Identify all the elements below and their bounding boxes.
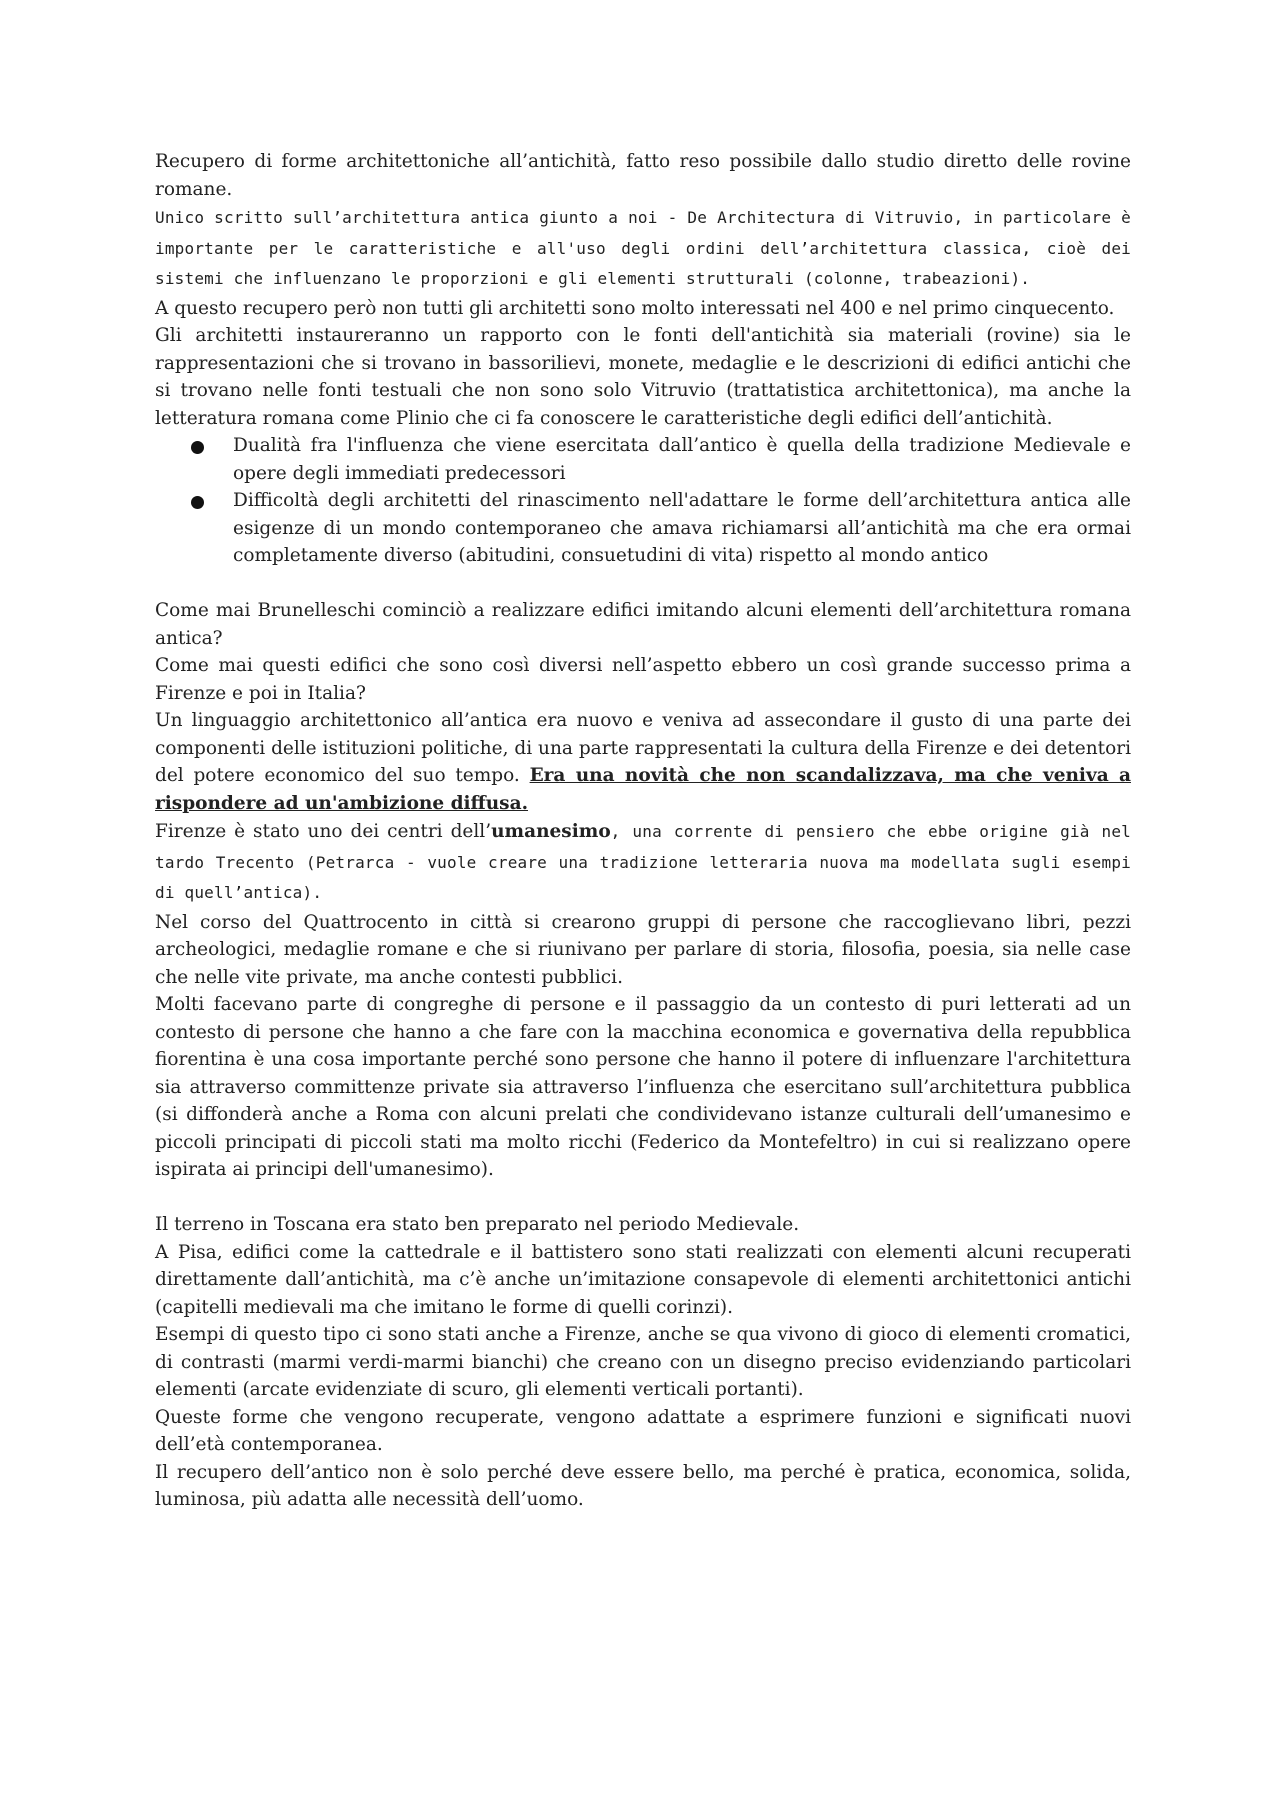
list-item-text: Dualità fra l'influenza che viene esercitata dall’antico è quella della tradizione Medievale e opere degli immediati predecessori [233, 435, 1131, 484]
humanism-lead: Firenze è stato uno dei centri dell’ [155, 821, 492, 842]
paragraph-pisa: A Pisa, edifici come la cattedrale e il battistero sono stati realizzati con elementi alcuni recuperati direttamente dall’antichità, ma c’è anche un’imitazione consapevole di elementi architettonici antichi (capitelli medievali ma che imitano le forme di quelli corinzi). [155, 1241, 1131, 1318]
spacer [155, 570, 1131, 598]
paragraph-conclusion: Il recupero dell’antico non è solo perché deve essere bello, ma perché è pratica, economica, solida, luminosa, più adatta alle necessità dell’uomo. [155, 1461, 1131, 1510]
list-item [233, 432, 1131, 487]
paragraph-intro: Recupero di forme architettoniche all’antichità, fatto reso possibile dallo studio diretto delle rovine romane. [155, 151, 1131, 200]
paragraph-sources: Gli architetti instaureranno un rapporto con le fonti dell'antichità sia materiali (rovine) sia le rappresentazioni che si trovano in bassorilievi, monete, medaglie e le descrizioni di edifici antichi che si trovano nelle fonti testuali che non sono solo Vitruvio (trattatistica architettonica), ma anche la letteratura romana come Plinio che ci fa conoscere le caratteristiche degli edifici dell’antichità. [155, 325, 1131, 429]
paragraph-humanism [155, 817, 1131, 909]
paragraph-adapted-forms: Queste forme che vengono recuperate, vengono adattate a esprimere funzioni e significati nuovi dell’età contemporanea. [155, 1406, 1131, 1455]
paragraph-question-brunelleschi: Come mai Brunelleschi cominciò a realizzare edifici imitando alcuni elementi dell’architettura romana antica? [155, 600, 1131, 649]
paragraph-vitruvio-note: Unico scritto sull’architettura antica giunto a noi - De Architectura di Vitruvio, in particolare è importante per le caratteristiche e all'uso degli ordini dell’architettura classica, cioè dei sistemi che influenzano le proporzioni e gli elementi strutturali (colonne, trabeazioni). [155, 208, 1131, 288]
bullet-icon [191, 441, 204, 454]
list-item-text: Difficoltà degli architetti del rinascimento nell'adattare le forme dell’architettura antica alle esigenze di un mondo contemporaneo che amava richiamarsi all’antichità ma che era ormai completamente diverso (abitudini, consuetudini di vita) rispetto al mondo antico [233, 490, 1131, 566]
paragraph-firenze-examples: Esempi di questo tipo ci sono stati anche a Firenze, anche se qua vivono di gioco di elementi cromatici, di contrasti (marmi verdi-marmi bianchi) che creano con un disegno preciso evidenziando particolari elementi (arcate evidenziate di scuro, gli elementi verticali portanti). [155, 1324, 1131, 1400]
paragraph-congregations: Molti facevano parte di congreghe di persone e il passaggio da un contesto di puri letterati ad un contesto di persone che hanno a che fare con la macchina economica e governativa della repubblica fiorentina è una cosa importante perché sono persone che hanno il potere di influenzare l'architettura sia attraverso committenze private sia attraverso l’influenza che esercitano sull’architettura pubblica (si diffonderà anche a Roma con alcuni prelati che condividevano istanze culturali dell’umanesimo e piccoli principati di piccoli stati ma molto ricchi (Federico da Montefeltro) in cui si realizzano opere ispirata ai principi dell'umanesimo). [155, 994, 1131, 1180]
humanism-note: , una corrente di pensiero che ebbe origine già nel tardo Trecento (Petrarca - vuole creare una tradizione letteraria nuova ma modellata sugli esempi di quell’antica). [155, 822, 1131, 902]
paragraph-tuscany: Il terreno in Toscana era stato ben preparato nel periodo Medievale. [155, 1214, 800, 1235]
paragraph-architects-interest: A questo recupero però non tutti gli architetti sono molto interessati nel 400 e nel primo cinquecento. [155, 297, 1115, 319]
spacer [155, 1184, 1131, 1212]
humanism-term: umanesimo [491, 821, 611, 842]
bullet-icon [191, 496, 204, 509]
bullet-list [155, 432, 1131, 570]
paragraph-language [155, 707, 1131, 817]
document-page [155, 148, 1131, 1514]
list-item [233, 487, 1131, 570]
paragraph-question-success: Come mai questi edifici che sono così diversi nell’aspetto ebbero un così grande successo prima a Firenze e poi in Italia? [155, 655, 1131, 704]
underlined-emphasis: Era una novità che non scandalizzava, ma che veniva a rispondere ad un'ambizione diffusa. [155, 765, 1131, 814]
paragraph-language-text: Un linguaggio architettonico all’antica era nuovo e veniva ad assecondare il gusto di una parte dei componenti delle istituzioni politiche, di una parte rappresentati la cultura della Firenze e dei detentori del potere economico del suo tempo. [155, 710, 1131, 786]
paragraph-quattrocento: Nel corso del Quattrocento in città si crearono gruppi di persone che raccoglievano libri, pezzi archeologici, medaglie romane e che si riunivano per parlare di storia, filosofia, poesia, sia nelle case che nelle vite private, ma anche contesti pubblici. [155, 911, 1131, 988]
